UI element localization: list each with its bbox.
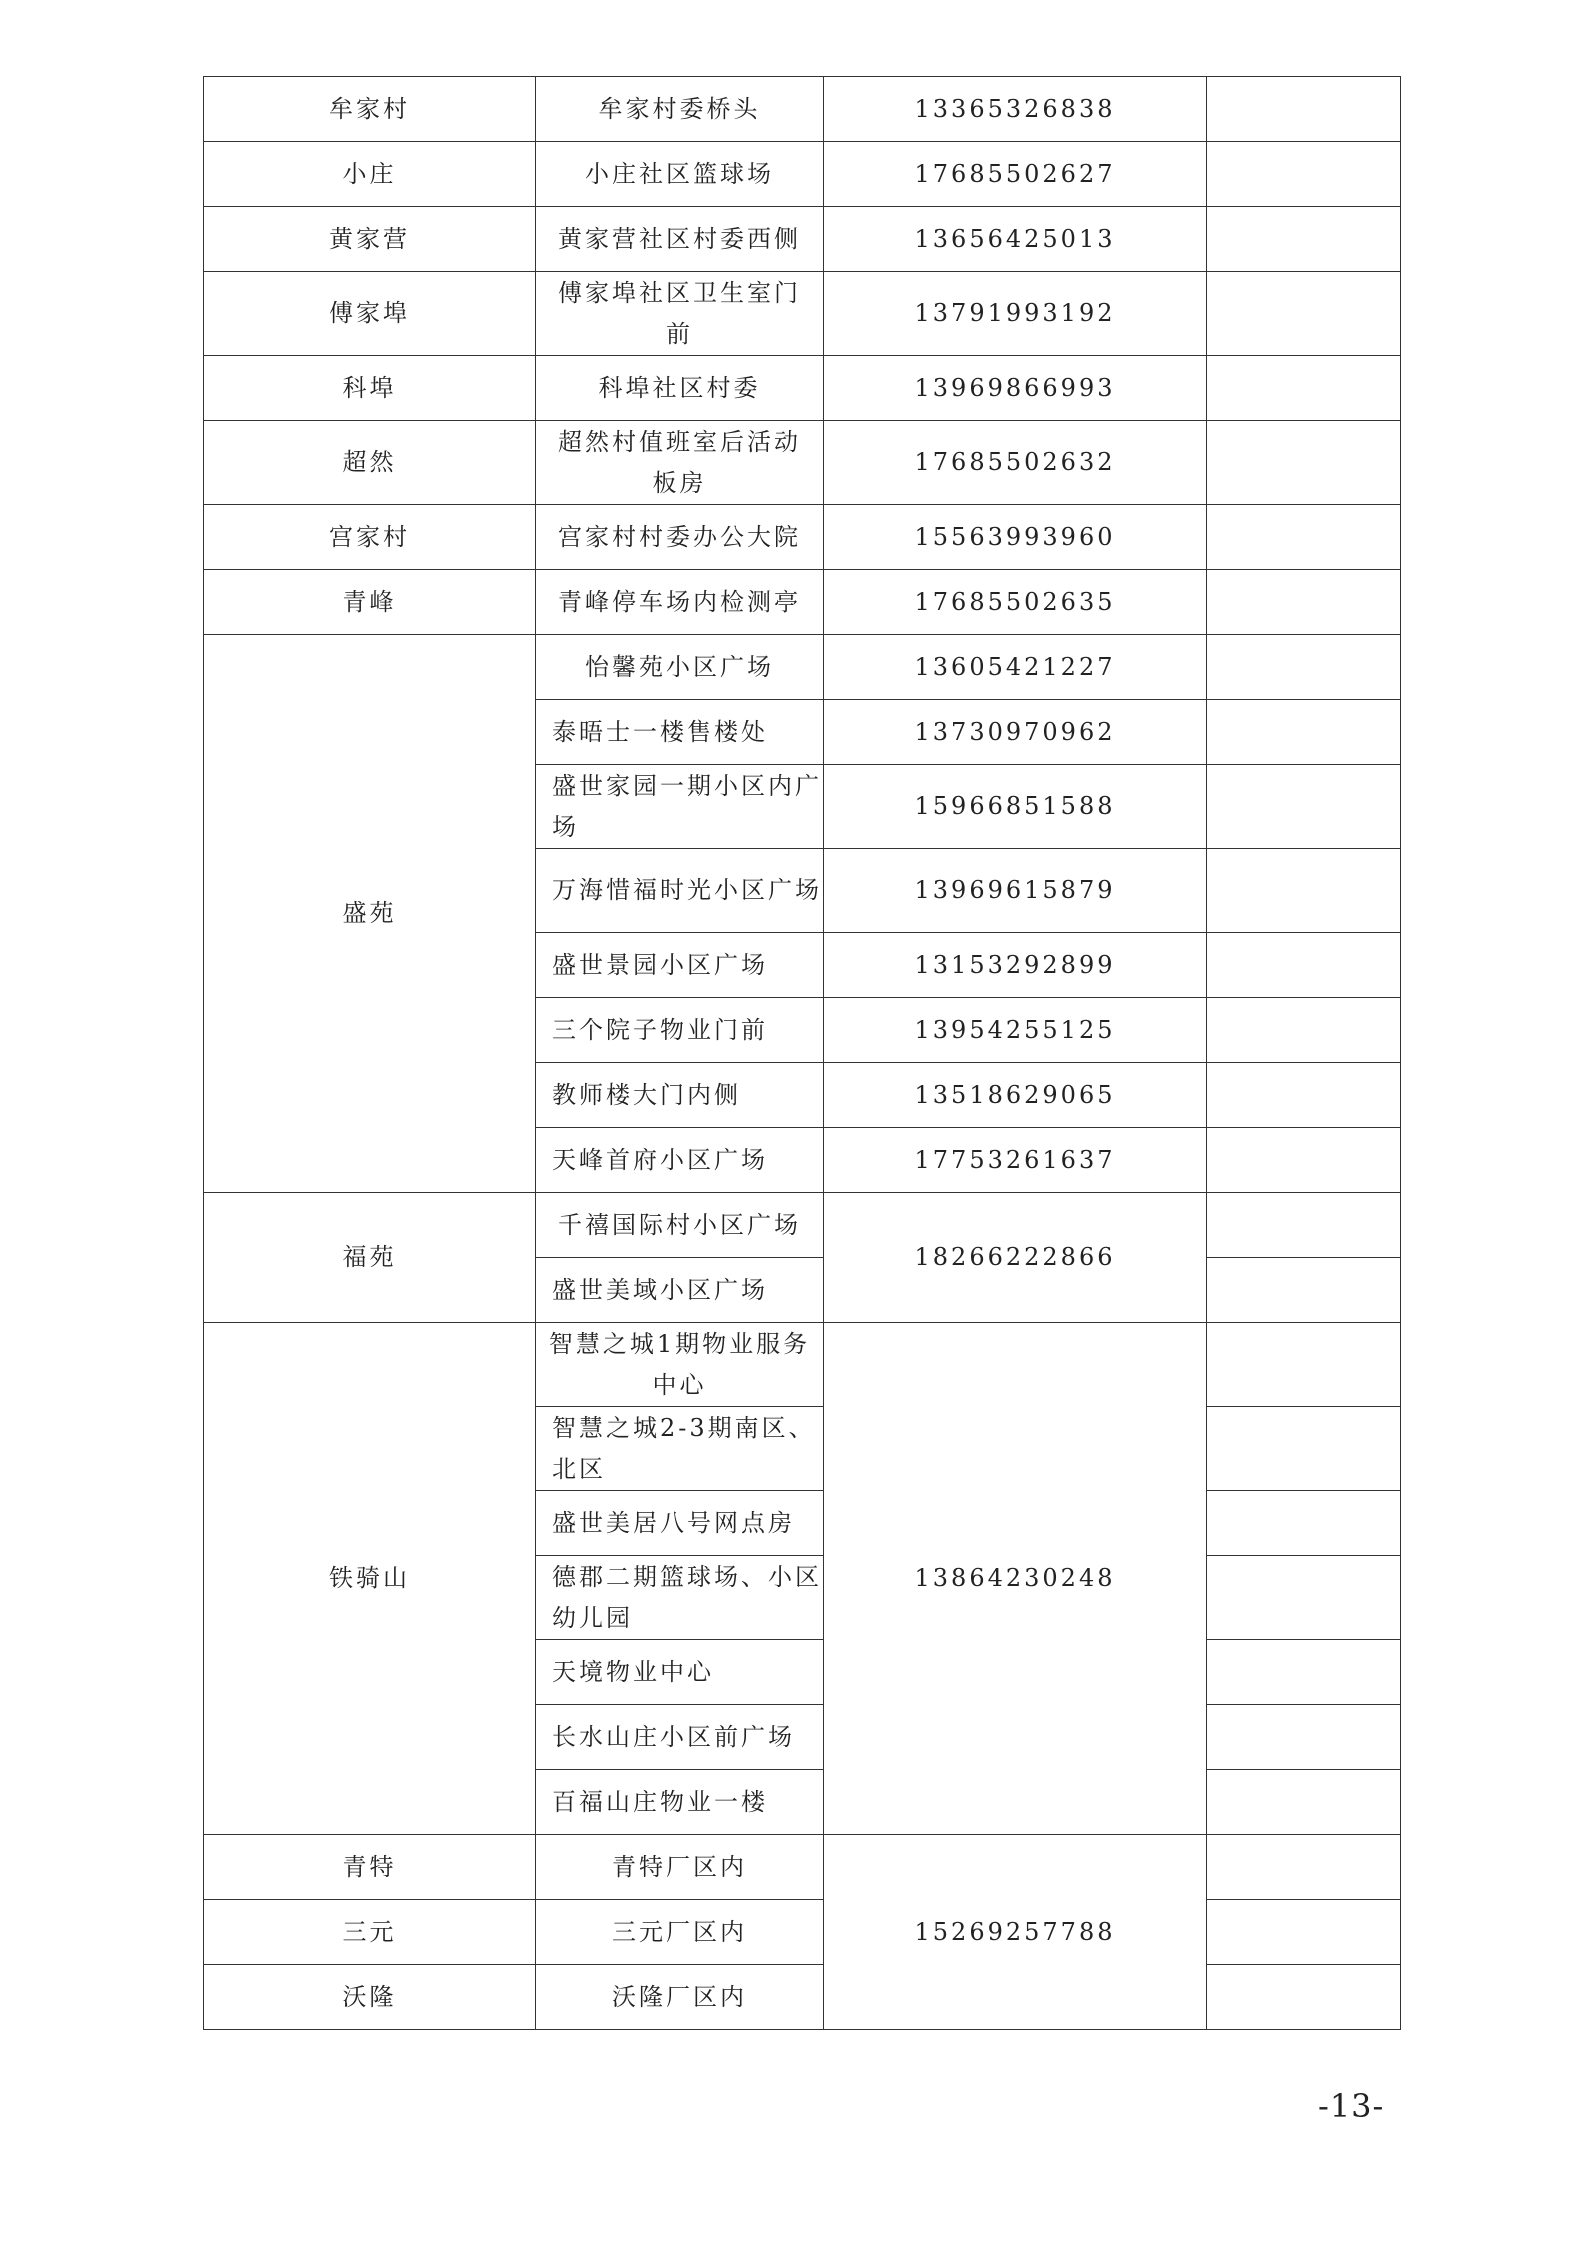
note-cell	[1207, 505, 1401, 570]
note-cell	[1207, 421, 1401, 505]
phone-cell: 13791993192	[824, 272, 1207, 356]
note-cell	[1207, 1835, 1401, 1900]
site-cell: 智慧之城1期物业服务中心	[536, 1323, 824, 1407]
phone-cell: 13365326838	[824, 77, 1207, 142]
phone-cell: 13730970962	[824, 700, 1207, 765]
area-cell: 超然	[204, 421, 536, 505]
table-row	[204, 421, 1401, 505]
site-cell: 智慧之城2-3期南区、北区	[536, 1407, 824, 1491]
site-cell: 泰晤士一楼售楼处	[536, 700, 824, 765]
note-cell	[1207, 142, 1401, 207]
area-cell: 傅家埠	[204, 272, 536, 356]
note-cell	[1207, 77, 1401, 142]
note-cell	[1207, 1193, 1401, 1258]
phone-cell: 13864230248	[824, 1323, 1207, 1835]
table-row	[204, 142, 1401, 207]
table-row	[204, 356, 1401, 421]
table-row	[204, 272, 1401, 356]
area-cell: 黄家营	[204, 207, 536, 272]
phone-cell: 17753261637	[824, 1128, 1207, 1193]
area-cell: 铁骑山	[204, 1323, 536, 1835]
site-cell: 傅家埠社区卫生室门前	[536, 272, 824, 356]
site-cell: 青特厂区内	[536, 1835, 824, 1900]
note-cell	[1207, 1556, 1401, 1640]
note-cell	[1207, 849, 1401, 933]
phone-cell: 13969866993	[824, 356, 1207, 421]
table-row	[204, 1965, 1401, 2030]
site-cell: 盛世景园小区广场	[536, 933, 824, 998]
table-row	[204, 1193, 1401, 1258]
phone-cell: 15966851588	[824, 765, 1207, 849]
note-cell	[1207, 1705, 1401, 1770]
area-cell: 三元	[204, 1900, 536, 1965]
table-row	[204, 570, 1401, 635]
site-cell: 德郡二期篮球场、小区幼儿园	[536, 1556, 824, 1640]
site-cell: 超然村值班室后活动板房	[536, 421, 824, 505]
area-cell: 盛苑	[204, 635, 536, 1193]
phone-cell: 17685502632	[824, 421, 1207, 505]
site-cell: 盛世美域小区广场	[536, 1258, 824, 1323]
note-cell	[1207, 570, 1401, 635]
site-cell: 黄家营社区村委西侧	[536, 207, 824, 272]
note-cell	[1207, 1640, 1401, 1705]
phone-cell: 13605421227	[824, 635, 1207, 700]
site-cell: 三个院子物业门前	[536, 998, 824, 1063]
phone-cell: 17685502627	[824, 142, 1207, 207]
site-cell: 千禧国际村小区广场	[536, 1193, 824, 1258]
site-cell: 三元厂区内	[536, 1900, 824, 1965]
area-cell: 科埠	[204, 356, 536, 421]
area-cell: 青峰	[204, 570, 536, 635]
note-cell	[1207, 998, 1401, 1063]
area-cell: 福苑	[204, 1193, 536, 1323]
note-cell	[1207, 1128, 1401, 1193]
note-cell	[1207, 272, 1401, 356]
note-cell	[1207, 1323, 1401, 1407]
phone-cell: 13969615879	[824, 849, 1207, 933]
note-cell	[1207, 1965, 1401, 2030]
note-cell	[1207, 1258, 1401, 1323]
site-cell: 盛世美居八号网点房	[536, 1491, 824, 1556]
note-cell	[1207, 1407, 1401, 1491]
page-number: -13-	[1318, 2087, 1385, 2125]
phone-cell: 13518629065	[824, 1063, 1207, 1128]
note-cell	[1207, 635, 1401, 700]
table-row	[204, 1900, 1401, 1965]
site-cell: 科埠社区村委	[536, 356, 824, 421]
site-cell: 万海惜福时光小区广场	[536, 849, 824, 933]
phone-cell: 15269257788	[824, 1835, 1207, 2030]
area-cell: 宫家村	[204, 505, 536, 570]
table-row	[204, 77, 1401, 142]
area-cell: 牟家村	[204, 77, 536, 142]
note-cell	[1207, 207, 1401, 272]
area-cell: 小庄	[204, 142, 536, 207]
table-row	[204, 1835, 1401, 1900]
site-cell: 天境物业中心	[536, 1640, 824, 1705]
area-cell: 沃隆	[204, 1965, 536, 2030]
site-cell: 沃隆厂区内	[536, 1965, 824, 2030]
site-cell: 宫家村村委办公大院	[536, 505, 824, 570]
phone-cell: 18266222866	[824, 1193, 1207, 1323]
site-cell: 怡馨苑小区广场	[536, 635, 824, 700]
note-cell	[1207, 700, 1401, 765]
site-cell: 长水山庄小区前广场	[536, 1705, 824, 1770]
phone-cell: 13153292899	[824, 933, 1207, 998]
table-row	[204, 505, 1401, 570]
note-cell	[1207, 356, 1401, 421]
table-row	[204, 1323, 1401, 1407]
site-cell: 百福山庄物业一楼	[536, 1770, 824, 1835]
table-row	[204, 635, 1401, 700]
site-cell: 青峰停车场内检测亭	[536, 570, 824, 635]
note-cell	[1207, 1491, 1401, 1556]
site-cell: 牟家村委桥头	[536, 77, 824, 142]
note-cell	[1207, 933, 1401, 998]
note-cell	[1207, 1900, 1401, 1965]
note-cell	[1207, 765, 1401, 849]
table-row	[204, 207, 1401, 272]
site-cell: 教师楼大门内侧	[536, 1063, 824, 1128]
site-cell: 天峰首府小区广场	[536, 1128, 824, 1193]
phone-cell: 13656425013	[824, 207, 1207, 272]
note-cell	[1207, 1770, 1401, 1835]
testing-sites-table	[203, 76, 1401, 2030]
phone-cell: 13954255125	[824, 998, 1207, 1063]
site-cell: 小庄社区篮球场	[536, 142, 824, 207]
area-cell: 青特	[204, 1835, 536, 1900]
site-cell: 盛世家园一期小区内广场	[536, 765, 824, 849]
note-cell	[1207, 1063, 1401, 1128]
phone-cell: 15563993960	[824, 505, 1207, 570]
phone-cell: 17685502635	[824, 570, 1207, 635]
